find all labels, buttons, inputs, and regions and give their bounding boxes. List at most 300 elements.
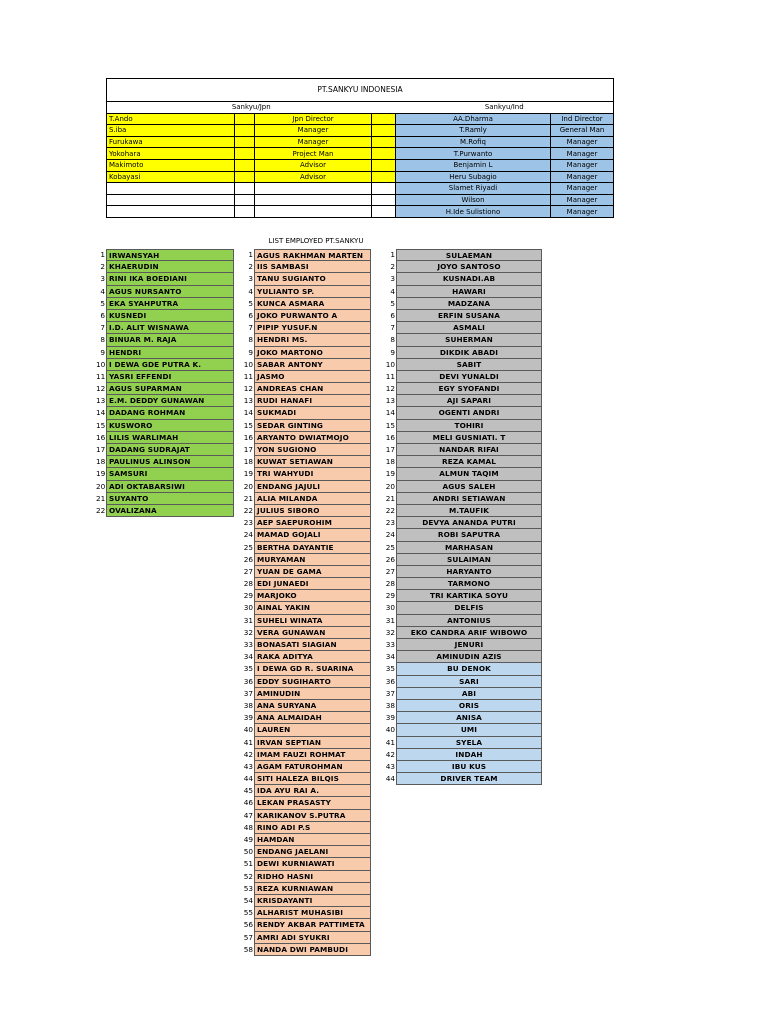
employee-name-cell: SABIT bbox=[396, 359, 542, 371]
jpn-name-cell: Furukawa bbox=[107, 136, 235, 148]
grey-row bbox=[371, 749, 542, 761]
green-row bbox=[96, 334, 234, 346]
green-row bbox=[96, 383, 234, 395]
grey-row bbox=[371, 676, 542, 688]
grey-row bbox=[371, 663, 542, 675]
employee-name-cell: ANA SURYANA bbox=[254, 700, 371, 712]
row-number: 3 bbox=[248, 274, 253, 284]
row-number: 39 bbox=[385, 713, 395, 723]
employee-name-cell: VERA GUNAWAN bbox=[254, 627, 371, 639]
employee-name-cell: PIPIP YUSUF.N bbox=[254, 322, 371, 334]
row-number: 16 bbox=[385, 432, 395, 442]
employee-name-cell: RINI IKA BOEDIANI bbox=[106, 273, 234, 285]
grey-row bbox=[371, 444, 542, 456]
peach-row bbox=[233, 468, 371, 480]
employee-name-cell: DEWI KURNIAWATI bbox=[254, 858, 371, 870]
green-row bbox=[96, 347, 234, 359]
row-number: 20 bbox=[96, 481, 106, 491]
peach-row bbox=[233, 590, 371, 602]
employee-name-cell: IRVAN SEPTIAN bbox=[254, 737, 371, 749]
employee-name-cell: IMAM FAUZI ROHMAT bbox=[254, 749, 371, 761]
peach-row bbox=[233, 627, 371, 639]
row-number: 6 bbox=[248, 310, 253, 320]
grey-row bbox=[371, 468, 542, 480]
row-number: 41 bbox=[243, 737, 253, 747]
employee-name-cell: DIKDIK ABADI bbox=[396, 347, 542, 359]
row-number: 40 bbox=[243, 725, 253, 735]
employee-name-cell: ENDANG JAJULI bbox=[254, 481, 371, 493]
grey-row bbox=[371, 639, 542, 651]
jpn-spacer-cell bbox=[235, 159, 255, 171]
employee-name-cell: TRI KARTIKA SOYU bbox=[396, 590, 542, 602]
employee-name-cell: AINAL YAKIN bbox=[254, 602, 371, 614]
row-number: 3 bbox=[390, 274, 395, 284]
row-number: 10 bbox=[243, 359, 253, 369]
employee-name-cell: INDAH bbox=[396, 749, 542, 761]
jpn-spacer-cell bbox=[235, 206, 255, 218]
jpn-name-cell: Kobayasi bbox=[107, 171, 235, 183]
row-number: 25 bbox=[243, 542, 253, 552]
jpn-name-cell: Makimoto bbox=[107, 159, 235, 171]
jpn-name-cell: Yokohara bbox=[107, 148, 235, 160]
row-number: 15 bbox=[385, 420, 395, 430]
row-number: 10 bbox=[96, 359, 106, 369]
peach-row bbox=[233, 347, 371, 359]
row-number: 24 bbox=[243, 530, 253, 540]
employee-name-cell: OVALIZANA bbox=[106, 505, 234, 517]
row-number: 33 bbox=[385, 640, 395, 649]
peach-employee-list bbox=[233, 249, 371, 956]
ind-title-cell: Manager bbox=[551, 194, 614, 206]
employee-name-cell: HARYANTO bbox=[396, 566, 542, 578]
row-number: 9 bbox=[248, 347, 253, 357]
employee-name-cell: YUAN DE GAMA bbox=[254, 566, 371, 578]
row-number: 4 bbox=[100, 286, 105, 296]
green-row bbox=[96, 493, 234, 505]
employee-name-cell: KUSNADI.AB bbox=[396, 273, 542, 285]
peach-row bbox=[233, 517, 371, 529]
employee-name-cell: IBU KUS bbox=[396, 761, 542, 773]
row-number: 23 bbox=[243, 518, 253, 528]
row-number: 3 bbox=[100, 274, 105, 284]
employee-name-cell: SABAR ANTONY bbox=[254, 359, 371, 371]
row-number: 11 bbox=[385, 371, 395, 381]
peach-row bbox=[233, 737, 371, 749]
grey-row bbox=[371, 273, 542, 285]
employee-name-cell: MADZANA bbox=[396, 298, 542, 310]
row-number: 8 bbox=[390, 335, 395, 345]
green-row bbox=[96, 420, 234, 432]
grey-row bbox=[371, 651, 542, 663]
employee-name-cell: ADI OKTABARSIWI bbox=[106, 481, 234, 493]
employee-name-cell: SITI HALEZA BILQIS bbox=[254, 773, 371, 785]
row-number: 29 bbox=[243, 591, 253, 601]
grey-employee-list bbox=[371, 249, 542, 785]
list-title: LIST EMPLOYED PT.SANKYU bbox=[268, 237, 364, 245]
row-number: 38 bbox=[385, 700, 395, 710]
employee-name-cell: LILIS WARLIMAH bbox=[106, 432, 234, 444]
employee-name-cell: SUYANTO bbox=[106, 493, 234, 505]
peach-row bbox=[233, 932, 371, 944]
employee-name-cell: AJI SAPARI bbox=[396, 395, 542, 407]
peach-row bbox=[233, 566, 371, 578]
row-number: 32 bbox=[385, 627, 395, 637]
green-row bbox=[96, 310, 234, 322]
grey-row bbox=[371, 505, 542, 517]
ind-name-cell: Wilson bbox=[396, 194, 551, 206]
row-number: 12 bbox=[243, 384, 253, 394]
row-number: 5 bbox=[390, 298, 395, 308]
ind-name-cell: T.Purwanto bbox=[396, 148, 551, 160]
employee-name-cell: IDA AYU RAI A. bbox=[254, 785, 371, 797]
peach-row bbox=[233, 286, 371, 298]
jpn-spacer-cell bbox=[372, 194, 396, 206]
jpn-spacer-cell bbox=[235, 171, 255, 183]
employee-name-cell: TRI WAHYUDI bbox=[254, 468, 371, 480]
green-row bbox=[96, 456, 234, 468]
jpn-spacer-cell bbox=[372, 113, 396, 125]
row-number: 39 bbox=[243, 713, 253, 723]
row-number: 37 bbox=[243, 688, 253, 698]
employee-name-cell: HAMDAN bbox=[254, 834, 371, 846]
ind-title-cell: Ind Director bbox=[551, 113, 614, 125]
peach-row bbox=[233, 785, 371, 797]
grey-row bbox=[371, 249, 542, 261]
row-number: 13 bbox=[243, 396, 253, 406]
jpn-spacer-cell bbox=[235, 136, 255, 148]
jpn-title-cell: Manager bbox=[255, 125, 372, 137]
row-number: 17 bbox=[385, 445, 395, 454]
employee-name-cell: DADANG SUDRAJAT bbox=[106, 444, 234, 456]
employee-name-cell: ALHARIST MUHASIBI bbox=[254, 907, 371, 919]
row-number: 42 bbox=[385, 749, 395, 759]
row-number: 38 bbox=[243, 700, 253, 710]
employee-name-cell: BU DENOK bbox=[396, 663, 542, 675]
row-number: 35 bbox=[243, 664, 253, 674]
row-number: 2 bbox=[248, 262, 253, 272]
grey-row bbox=[371, 737, 542, 749]
row-number: 1 bbox=[390, 250, 395, 259]
green-row bbox=[96, 261, 234, 273]
row-number: 27 bbox=[385, 566, 395, 576]
grey-row bbox=[371, 773, 542, 785]
ind-title-cell: Manager bbox=[551, 159, 614, 171]
employee-name-cell: SULAIMAN bbox=[396, 554, 542, 566]
org-row bbox=[107, 159, 614, 171]
jpn-spacer-cell bbox=[372, 171, 396, 183]
ind-name-cell: Heru Subagio bbox=[396, 171, 551, 183]
row-number: 17 bbox=[243, 445, 253, 454]
row-number: 29 bbox=[385, 591, 395, 601]
peach-row bbox=[233, 432, 371, 444]
row-number: 40 bbox=[385, 725, 395, 735]
jpn-name-cell: S.iba bbox=[107, 125, 235, 137]
grey-row bbox=[371, 407, 542, 419]
row-number: 15 bbox=[243, 420, 253, 430]
grey-row bbox=[371, 615, 542, 627]
row-number: 20 bbox=[385, 481, 395, 491]
employee-name-cell: TANU SUGIANTO bbox=[254, 273, 371, 285]
employee-name-cell: LEKAN PRASASTY bbox=[254, 797, 371, 809]
peach-row bbox=[233, 749, 371, 761]
jpn-title-cell bbox=[255, 183, 372, 195]
peach-row bbox=[233, 249, 371, 261]
employee-name-cell: DEVI YUNALDI bbox=[396, 371, 542, 383]
peach-row bbox=[233, 871, 371, 883]
ind-title-cell: Manager bbox=[551, 136, 614, 148]
peach-row bbox=[233, 542, 371, 554]
org-row bbox=[107, 125, 614, 137]
peach-row bbox=[233, 456, 371, 468]
employee-name-cell: RENDY AKBAR PATTIMETA bbox=[254, 919, 371, 931]
grey-row bbox=[371, 432, 542, 444]
row-number: 8 bbox=[100, 335, 105, 345]
employee-name-cell: REZA KURNIAWAN bbox=[254, 883, 371, 895]
peach-row bbox=[233, 334, 371, 346]
employee-name-cell: DEVYA ANANDA PUTRI bbox=[396, 517, 542, 529]
row-number: 19 bbox=[243, 469, 253, 479]
row-number: 44 bbox=[385, 774, 395, 784]
grey-row bbox=[371, 554, 542, 566]
employee-name-cell: NANDA DWI PAMBUDI bbox=[254, 944, 371, 956]
employee-name-cell: ABI bbox=[396, 688, 542, 700]
grey-row bbox=[371, 542, 542, 554]
jpn-spacer-cell bbox=[372, 183, 396, 195]
row-number: 14 bbox=[243, 408, 253, 418]
jpn-title-cell: Advisor bbox=[255, 159, 372, 171]
row-number: 30 bbox=[385, 603, 395, 613]
row-number: 18 bbox=[243, 457, 253, 467]
employee-name-cell: I DEWA GD R. SUARINA bbox=[254, 663, 371, 675]
green-row bbox=[96, 322, 234, 334]
peach-row bbox=[233, 944, 371, 956]
jpn-name-cell bbox=[107, 206, 235, 218]
employee-name-cell: KUNCA ASMARA bbox=[254, 298, 371, 310]
grey-row bbox=[371, 724, 542, 736]
peach-row bbox=[233, 371, 371, 383]
employee-name-cell: AMINUDIN AZIS bbox=[396, 651, 542, 663]
peach-row bbox=[233, 810, 371, 822]
row-number: 1 bbox=[100, 250, 105, 259]
employee-name-cell: AGUS SUPARMAN bbox=[106, 383, 234, 395]
grey-row bbox=[371, 347, 542, 359]
peach-row bbox=[233, 407, 371, 419]
employee-name-cell: JOKO PURWANTO A bbox=[254, 310, 371, 322]
employee-name-cell: AGAM FATUROHMAN bbox=[254, 761, 371, 773]
employee-name-cell: AGUS NURSANTO bbox=[106, 286, 234, 298]
grey-row bbox=[371, 456, 542, 468]
ind-title-cell: Manager bbox=[551, 171, 614, 183]
employee-name-cell: BERTHA DAYANTIE bbox=[254, 542, 371, 554]
org-row bbox=[107, 171, 614, 183]
row-number: 4 bbox=[248, 286, 253, 296]
employee-name-cell: KHAERUDIN bbox=[106, 261, 234, 273]
employee-name-cell: ASMALI bbox=[396, 322, 542, 334]
employee-name-cell: OGENTI ANDRI bbox=[396, 407, 542, 419]
row-number: 55 bbox=[243, 908, 253, 918]
row-number: 24 bbox=[385, 530, 395, 540]
employee-name-cell: ORIS bbox=[396, 700, 542, 712]
row-number: 21 bbox=[385, 493, 395, 503]
ind-title-cell: Manager bbox=[551, 206, 614, 218]
employee-name-cell: PAULINUS ALINSON bbox=[106, 456, 234, 468]
row-number: 13 bbox=[96, 396, 106, 406]
peach-row bbox=[233, 883, 371, 895]
grey-row bbox=[371, 627, 542, 639]
org-row bbox=[107, 183, 614, 195]
grey-row bbox=[371, 310, 542, 322]
peach-row bbox=[233, 383, 371, 395]
peach-row bbox=[233, 651, 371, 663]
row-number: 6 bbox=[100, 310, 105, 320]
row-number: 30 bbox=[243, 603, 253, 613]
row-number: 21 bbox=[96, 493, 106, 503]
peach-row bbox=[233, 663, 371, 675]
employee-name-cell: YASRI EFFENDI bbox=[106, 371, 234, 383]
ind-title-cell: Manager bbox=[551, 183, 614, 195]
employee-name-cell: RINO ADI P.S bbox=[254, 822, 371, 834]
peach-row bbox=[233, 615, 371, 627]
grey-row bbox=[371, 688, 542, 700]
employee-name-cell: JULIUS SIBORO bbox=[254, 505, 371, 517]
jpn-title-cell: Manager bbox=[255, 136, 372, 148]
employee-name-cell: TARMONO bbox=[396, 578, 542, 590]
row-number: 31 bbox=[385, 615, 395, 625]
row-number: 11 bbox=[243, 371, 253, 381]
ind-name-cell: H.Ide Sulistiono bbox=[396, 206, 551, 218]
employee-name-cell: JENURI bbox=[396, 639, 542, 651]
employee-name-cell: MURYAMAN bbox=[254, 554, 371, 566]
peach-row bbox=[233, 700, 371, 712]
row-number: 16 bbox=[96, 432, 106, 442]
green-row bbox=[96, 249, 234, 261]
employee-name-cell: SEDAR GINTING bbox=[254, 420, 371, 432]
employee-name-cell: BONASATI SIAGIAN bbox=[254, 639, 371, 651]
row-number: 47 bbox=[243, 810, 253, 820]
employee-name-cell: RIDHO HASNI bbox=[254, 871, 371, 883]
row-number: 15 bbox=[96, 420, 106, 430]
peach-row bbox=[233, 444, 371, 456]
peach-row bbox=[233, 797, 371, 809]
employee-name-cell: DADANG ROHMAN bbox=[106, 407, 234, 419]
row-number: 43 bbox=[243, 761, 253, 771]
row-number: 2 bbox=[390, 262, 395, 272]
org-row bbox=[107, 194, 614, 206]
employee-name-cell: NANDAR RIFAI bbox=[396, 444, 542, 456]
row-number: 7 bbox=[390, 323, 395, 333]
grey-row bbox=[371, 529, 542, 541]
employee-name-cell: AGUS SALEH bbox=[396, 481, 542, 493]
green-row bbox=[96, 359, 234, 371]
row-number: 13 bbox=[385, 396, 395, 406]
org-table-body bbox=[107, 113, 614, 217]
row-number: 35 bbox=[385, 664, 395, 674]
employee-name-cell: SULAEMAN bbox=[396, 249, 542, 261]
employee-name-cell: EDI JUNAEDI bbox=[254, 578, 371, 590]
row-number: 41 bbox=[385, 737, 395, 747]
peach-row bbox=[233, 261, 371, 273]
row-number: 6 bbox=[390, 310, 395, 320]
employee-name-cell: AMRI ADI SYUKRI bbox=[254, 932, 371, 944]
employee-name-cell: REZA KAMAL bbox=[396, 456, 542, 468]
row-number: 26 bbox=[385, 554, 395, 564]
employee-name-cell: UMI bbox=[396, 724, 542, 736]
green-row bbox=[96, 407, 234, 419]
org-row bbox=[107, 148, 614, 160]
employee-name-cell: IIS SAMBASI bbox=[254, 261, 371, 273]
peach-row bbox=[233, 529, 371, 541]
row-number: 21 bbox=[243, 493, 253, 503]
jpn-spacer-cell bbox=[235, 113, 255, 125]
peach-row bbox=[233, 310, 371, 322]
row-number: 9 bbox=[100, 347, 105, 357]
grey-row bbox=[371, 761, 542, 773]
green-row bbox=[96, 273, 234, 285]
org-row bbox=[107, 113, 614, 125]
green-row bbox=[96, 298, 234, 310]
employee-name-cell: DRIVER TEAM bbox=[396, 773, 542, 785]
employee-name-cell: IRWANSYAH bbox=[106, 249, 234, 261]
grey-row bbox=[371, 590, 542, 602]
employee-name-cell: ANA ALMAIDAH bbox=[254, 712, 371, 724]
employee-name-cell: KUWAT SETIAWAN bbox=[254, 456, 371, 468]
grey-row bbox=[371, 334, 542, 346]
grey-row bbox=[371, 566, 542, 578]
grey-row bbox=[371, 578, 542, 590]
employee-name-cell: SUHERMAN bbox=[396, 334, 542, 346]
employee-name-cell: HENDRI bbox=[106, 347, 234, 359]
employee-name-cell: SUHELI WINATA bbox=[254, 615, 371, 627]
employee-name-cell: AMINUDIN bbox=[254, 688, 371, 700]
grey-row bbox=[371, 395, 542, 407]
org-row bbox=[107, 136, 614, 148]
employee-name-cell: KRISDAYANTI bbox=[254, 895, 371, 907]
row-number: 22 bbox=[243, 505, 253, 515]
employee-name-cell: EKA SYAHPUTRA bbox=[106, 298, 234, 310]
row-number: 34 bbox=[385, 652, 395, 662]
employee-name-cell: ERFIN SUSANA bbox=[396, 310, 542, 322]
row-number: 56 bbox=[243, 920, 253, 930]
ind-title-cell: General Man bbox=[551, 125, 614, 137]
ind-name-cell: T.Ramly bbox=[396, 125, 551, 137]
jpn-spacer-cell bbox=[372, 159, 396, 171]
org-row bbox=[107, 206, 614, 218]
jpn-spacer-cell bbox=[235, 148, 255, 160]
peach-row bbox=[233, 481, 371, 493]
employee-name-cell: MARJOKO bbox=[254, 590, 371, 602]
employee-name-cell: SAMSURI bbox=[106, 468, 234, 480]
row-number: 34 bbox=[243, 652, 253, 662]
grey-row bbox=[371, 371, 542, 383]
grey-row bbox=[371, 420, 542, 432]
ind-name-cell: Slamet Riyadi bbox=[396, 183, 551, 195]
employee-name-cell: MARHASAN bbox=[396, 542, 542, 554]
peach-row bbox=[233, 359, 371, 371]
peach-row bbox=[233, 639, 371, 651]
row-number: 51 bbox=[243, 859, 253, 869]
jpn-spacer-cell bbox=[235, 125, 255, 137]
row-number: 18 bbox=[96, 457, 106, 467]
row-number: 49 bbox=[243, 835, 253, 844]
green-row bbox=[96, 505, 234, 517]
grey-row bbox=[371, 322, 542, 334]
employee-name-cell: EKO CANDRA ARIF WIBOWO bbox=[396, 627, 542, 639]
row-number: 43 bbox=[385, 761, 395, 771]
peach-row bbox=[233, 846, 371, 858]
employee-name-cell: DELFIS bbox=[396, 602, 542, 614]
jpn-title-cell bbox=[255, 206, 372, 218]
green-row bbox=[96, 432, 234, 444]
